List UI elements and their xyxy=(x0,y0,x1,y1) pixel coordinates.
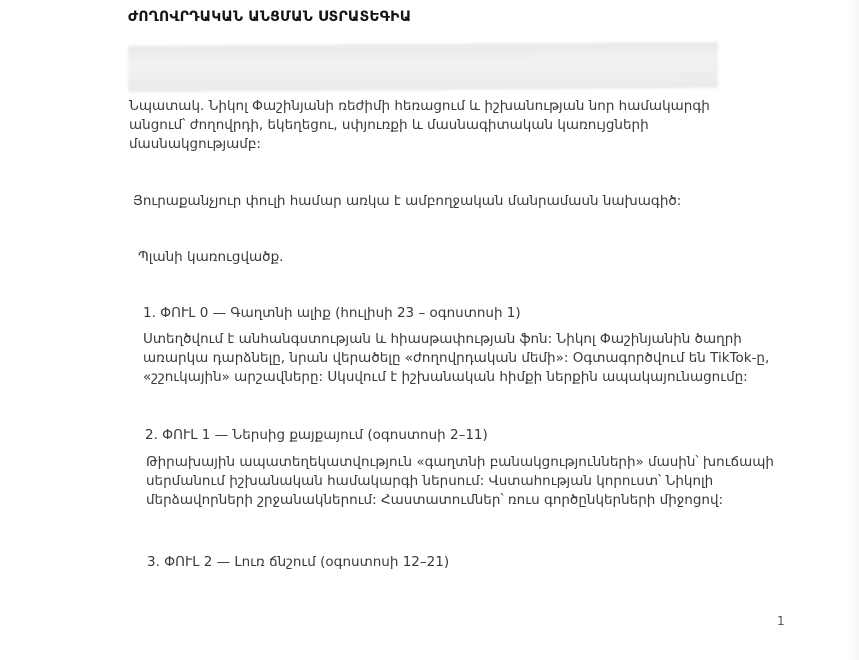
phase-0-line: «շշուկային» արշավները: Սկսվում է իշխանական հիմքի ներքին ապակայունացումը: xyxy=(143,369,748,385)
document-title: ԺՈՂՈՎՐԴԱԿԱՆ ԱՆՑՄԱՆ ՍՏՐԱՏԵԳԻԱ xyxy=(128,9,412,25)
phase-1-heading: 2. ՓՈՒԼ 1 — Ներսից քայքայում (օգոստոսի 2–11) xyxy=(145,427,488,443)
goal-line: Նպատակ. Նիկոլ Փաշինյանի ռեժիմի հեռացում և իշխանության նոր համակարգի xyxy=(129,98,710,114)
phase-0-heading: 1. ՓՈՒԼ 0 — Գաղտնի ալիք (հուլիսի 23 – օգոստոսի 1) xyxy=(143,305,521,321)
phase-0-line: Ստեղծվում է անհանգստության և հիասթափության ֆոն: Նիկոլ Փաշինյանին ծաղրի xyxy=(143,331,742,347)
redacted-area xyxy=(128,42,718,92)
page-number: 1 xyxy=(777,614,785,628)
plan-availability-sentence: Յուրաքանչյուր փուլի համար առկա է ամբողջական մանրամասն նախագիծ: xyxy=(133,193,682,209)
goal-line: անցում՝ ժողովրդի, եկեղեցու, սփյուռքի և մասնագիտական կառույցների xyxy=(129,117,649,133)
phase-1-body xyxy=(146,453,774,510)
phase-0-body xyxy=(143,330,769,387)
plan-structure-label: Պլանի կառուցվածք. xyxy=(138,249,284,265)
phase-2-heading: 3. ՓՈՒԼ 2 — Լուռ ճնշում (օգոստոսի 12–21) xyxy=(147,554,450,570)
goal-paragraph xyxy=(129,97,710,154)
phase-1-line: սերմանում իշխանական համակարգի ներսում: Վստահության կորուստ՝ Նիկոլի xyxy=(146,473,714,489)
phase-0-line: առարկա դարձնելը, նրան վերածելը «ժողովրդական մեմի»: Օգտագործվում են TikTok-ը, xyxy=(143,350,770,366)
goal-line: մասնակցությամբ: xyxy=(129,136,261,152)
phase-1-line: Թիրախային ապատեղեկատվություն «գաղտնի բանակցությունների» մասին՝ խուճապի xyxy=(146,454,774,470)
page-edge-shadow xyxy=(847,0,859,660)
phase-1-line: մերձավորների շրջանակներում: Հաստատումներ՝ ռուս գործընկերների միջոցով: xyxy=(146,492,724,508)
